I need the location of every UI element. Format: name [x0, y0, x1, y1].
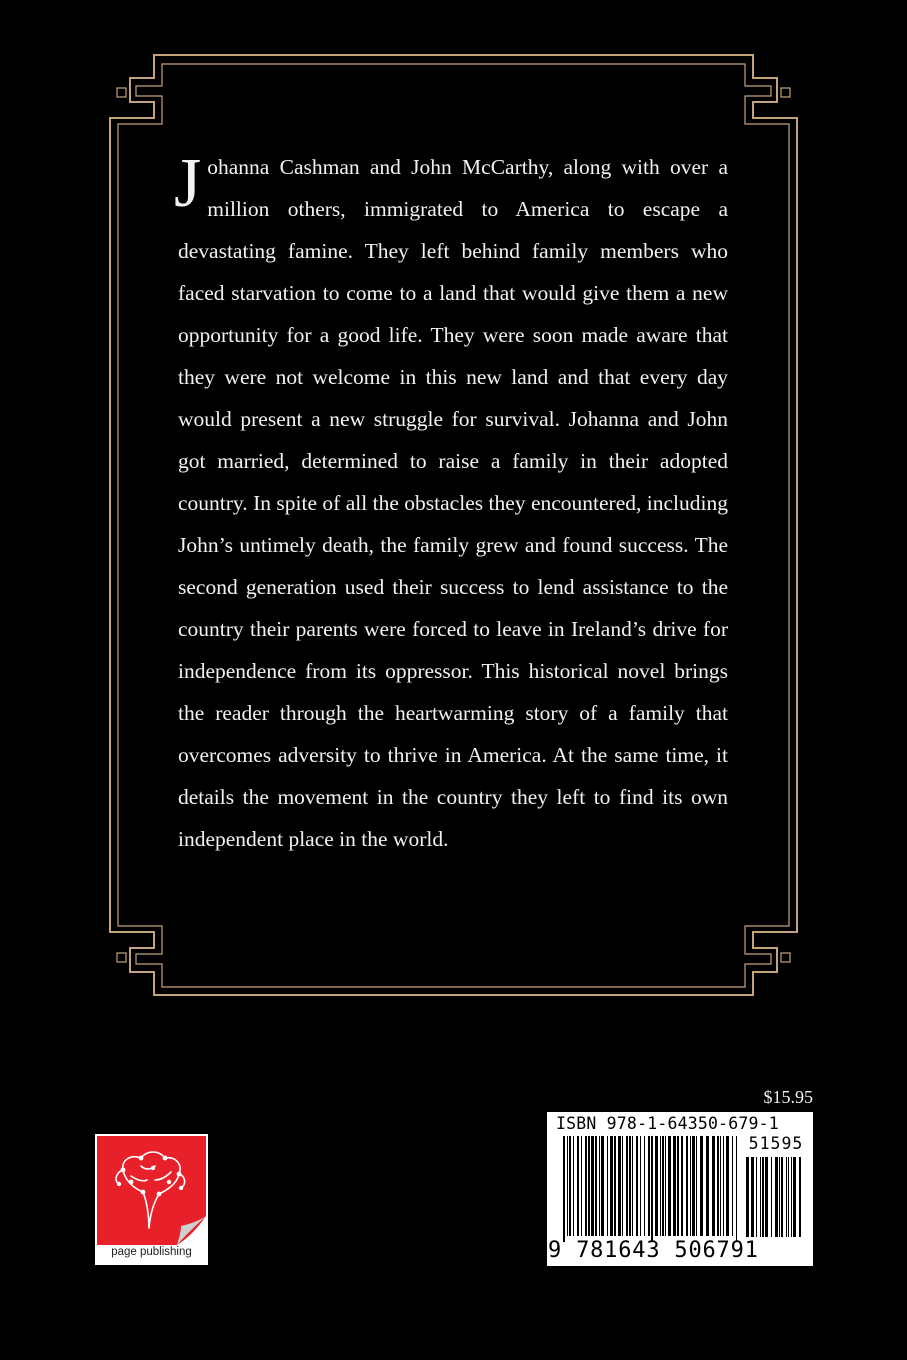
book-description — [174, 145, 728, 860]
barcode-bar — [746, 1157, 749, 1237]
barcode-bar — [577, 1136, 579, 1236]
isbn-label: ISBN 978-1-64350-679-1 — [556, 1114, 779, 1133]
barcode-bar — [696, 1136, 697, 1236]
barcode-bar — [665, 1136, 666, 1236]
barcode-bar — [595, 1136, 597, 1236]
barcode-bar — [662, 1136, 664, 1236]
publisher-name: page publishing — [111, 1246, 192, 1258]
barcode-bar — [655, 1136, 658, 1236]
barcode-bar — [581, 1136, 582, 1236]
barcode-bar — [607, 1136, 608, 1236]
barcode-bar — [762, 1157, 764, 1237]
barcode-bar — [585, 1136, 587, 1236]
barcode-bar — [614, 1136, 616, 1236]
barcode-bar — [788, 1157, 789, 1237]
barcode-bar — [712, 1136, 715, 1236]
barcode-bar — [569, 1136, 571, 1236]
barcode-bar — [786, 1157, 787, 1237]
barcode-bar — [668, 1136, 671, 1236]
barcode-bar — [726, 1136, 729, 1236]
drop-cap: J — [174, 145, 202, 222]
barcode-addon-bars — [746, 1157, 806, 1242]
barcode-bar — [651, 1136, 653, 1242]
barcode-bar — [700, 1136, 703, 1236]
barcode-bar — [799, 1157, 801, 1237]
barcode-bar — [673, 1136, 676, 1236]
publisher-logo — [95, 1134, 208, 1265]
barcode-bar — [751, 1157, 754, 1237]
barcode-bar — [779, 1157, 780, 1237]
barcode-bar — [632, 1136, 633, 1236]
barcode-bar — [690, 1136, 691, 1236]
barcode-bar — [720, 1136, 721, 1236]
barcode-bar — [765, 1157, 768, 1237]
barcode-bar — [760, 1157, 761, 1237]
barcode-bar — [791, 1157, 792, 1237]
barcode-bar — [573, 1136, 574, 1236]
barcode-bar — [732, 1136, 733, 1236]
barcode-bar — [681, 1136, 683, 1236]
barcode-bar — [686, 1136, 688, 1236]
barcode-bar — [723, 1136, 724, 1236]
barcode-bar — [601, 1136, 604, 1236]
barcode-bar — [563, 1136, 565, 1242]
barcode-bar — [793, 1157, 796, 1237]
isbn-barcode — [547, 1112, 813, 1266]
barcode-bar — [567, 1136, 568, 1236]
barcode-bar — [648, 1136, 650, 1236]
barcode-bar — [640, 1136, 641, 1236]
barcode-bar — [626, 1136, 628, 1236]
barcode-bar — [775, 1157, 778, 1237]
barcode-bar — [771, 1157, 772, 1237]
barcode-bar — [610, 1136, 613, 1236]
description-text: ohanna Cashman and John McCarthy, along with over a million others, immigrated to America to escape a devastating famine. They left behind family members who faced starvation to come to a land that would give them a new opportunity for a good life. They were soon made aware that they were not welcome in this new land and that every day would present a new struggle for survival. Johanna and John got married, determined to raise a family in their adopted country. In spite of all the obstacles they encountered, including John’s untimely death, the family grew and found success. The second generation used their success to lend assistance to the country their parents were forced to leave in Ireland’s drive for independence from its oppressor. This historical novel brings the reader through the heartwarming story of a family that overcomes adversity to thrive in America. At the same time, it details the movement in the country they left to find its own independent place in the world. — [178, 155, 728, 851]
barcode-bar — [717, 1136, 719, 1236]
logo-red-square — [97, 1136, 206, 1245]
tree-page-icon — [97, 1136, 206, 1245]
barcode-bar — [588, 1136, 590, 1236]
barcode-bar — [677, 1136, 679, 1236]
barcode-bar — [736, 1136, 737, 1242]
barcode-addon-digits: 51595 — [748, 1134, 804, 1153]
barcode-bar — [781, 1157, 783, 1237]
barcode-bar — [644, 1136, 645, 1236]
barcode-bar — [756, 1157, 757, 1237]
barcode-bar — [591, 1136, 594, 1236]
barcode-bar — [618, 1136, 621, 1236]
price-label: $15.95 — [763, 1087, 813, 1107]
barcode-bar — [636, 1136, 638, 1236]
barcode-bar — [660, 1136, 661, 1236]
barcode-bar — [629, 1136, 631, 1236]
barcode-bar — [599, 1136, 600, 1236]
barcode-main-digits: 9 781643 506791 — [548, 1238, 759, 1263]
barcode-main-bars — [563, 1136, 739, 1242]
barcode-bar — [692, 1136, 695, 1236]
barcode-bar — [622, 1136, 623, 1236]
barcode-bar — [706, 1136, 709, 1236]
